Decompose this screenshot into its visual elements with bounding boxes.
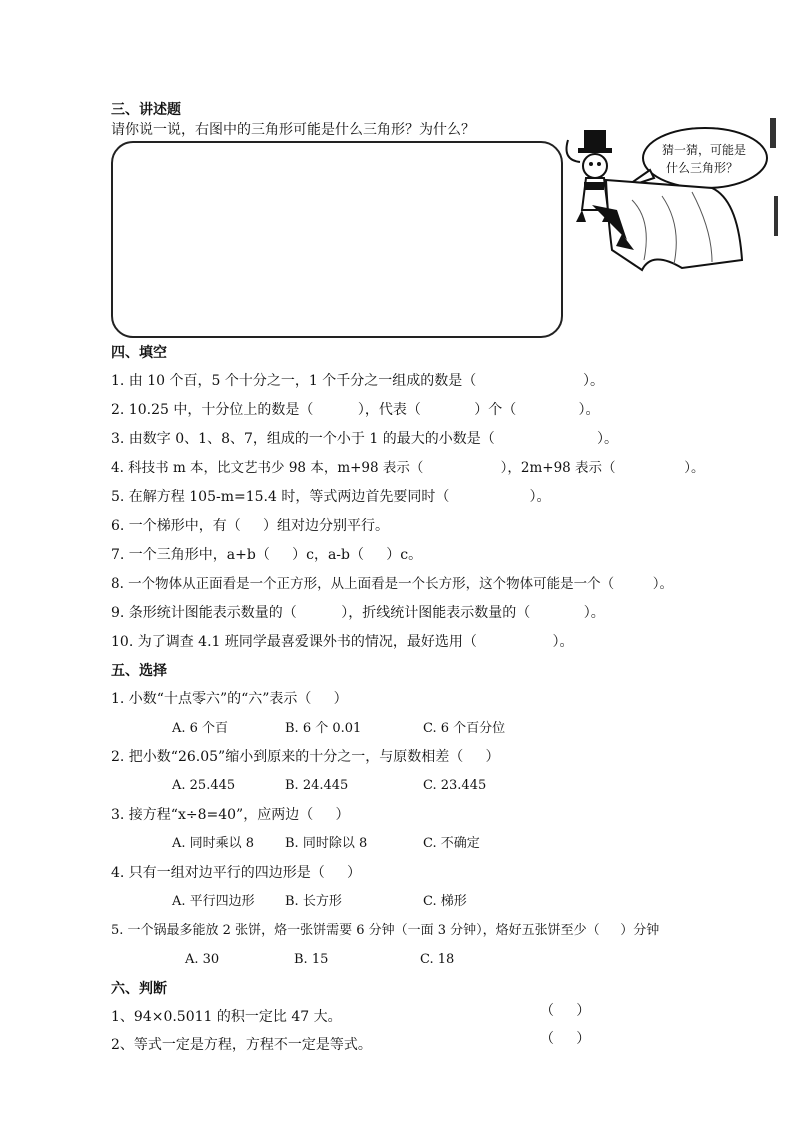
choice-question-4: 4. 只有一组对边平行的四边形是（ ） xyxy=(111,865,362,881)
fill-item-9: 9. 条形统计图能表示数量的（ ），折线统计图能表示数量的（ ）。 xyxy=(111,605,605,621)
choice-2-option-a[interactable]: A. 25.445 xyxy=(172,778,236,793)
judge-item-2: 2、等式一定是方程，方程不一定是等式。 xyxy=(111,1037,372,1053)
scan-mark xyxy=(774,196,778,236)
fill-item-8: 8. 一个物体从正面看是一个正方形，从上面看是一个长方形，这个物体可能是一个（ ）。 xyxy=(111,576,674,592)
choice-4-option-c[interactable]: C. 梯形 xyxy=(423,894,467,909)
fill-item-2: 2. 10.25 中，十分位上的数是（ ），代表（ ）个（ ）。 xyxy=(111,402,600,418)
bubble-line2: 什么三角形？ xyxy=(666,161,739,175)
rabbit-face-icon xyxy=(583,154,607,178)
fill-item-7: 7. 一个三角形中，a+b（ ）c，a-b（ ）c。 xyxy=(111,547,423,563)
choice-3-option-b[interactable]: B. 同时除以 8 xyxy=(285,836,368,851)
section3-prompt: 请你说一说，右图中的三角形可能是什么三角形？为什么？ xyxy=(111,122,475,138)
choice-4-option-a[interactable]: A. 平行四边形 xyxy=(172,894,255,909)
choice-1-option-a[interactable]: A. 6 个百 xyxy=(172,721,229,736)
section5-heading: 五、选择 xyxy=(111,663,167,679)
section4-heading: 四、填空 xyxy=(111,345,167,361)
fill-item-3: 3. 由数字 0、1、8、7，组成的一个小于 1 的最大的小数是（ ）。 xyxy=(111,431,619,447)
speech-bubble xyxy=(643,128,767,188)
choice-1-option-c[interactable]: C. 6 个百分位 xyxy=(423,721,506,736)
bubble-line1: 猜一猜，可能是 xyxy=(662,143,747,157)
fill-item-6: 6. 一个梯形中，有（ ）组对边分别平行。 xyxy=(111,518,390,534)
choice-3-option-a[interactable]: A. 同时乘以 8 xyxy=(172,836,255,851)
cloak-icon xyxy=(606,180,742,270)
judge-item-2-blank[interactable]: （ ） xyxy=(540,1031,591,1047)
fill-item-1: 1. 由 10 个百，5 个十分之一，1 个千分之一组成的数是（ ）。 xyxy=(111,373,605,389)
choice-question-1: 1. 小数“十点零六”的“六”表示（ ） xyxy=(111,691,348,707)
top-hat-icon xyxy=(584,130,606,150)
choice-4-option-b[interactable]: B. 长方形 xyxy=(285,894,342,909)
section6-heading: 六、判断 xyxy=(111,981,167,997)
magician-illustration xyxy=(562,110,782,280)
choice-1-option-b[interactable]: B. 6 个 0.01 xyxy=(285,721,362,736)
choice-3-option-c[interactable]: C. 不确定 xyxy=(423,836,480,851)
choice-2-option-c[interactable]: C. 23.445 xyxy=(423,778,487,793)
fill-item-4: 4. 科技书 m 本，比文艺书少 98 本，m+98 表示（ ），2m+98 表示（ ）。 xyxy=(111,460,705,476)
choice-5-option-a[interactable]: A. 30 xyxy=(185,952,220,967)
section3-heading: 三、讲述题 xyxy=(111,102,181,118)
choice-5-option-b[interactable]: B. 15 xyxy=(294,952,329,967)
answer-box[interactable] xyxy=(111,141,563,338)
choice-5-option-c[interactable]: C. 18 xyxy=(420,952,455,967)
choice-question-3: 3. 接方程“x÷8=40”，应两边（ ） xyxy=(111,807,350,823)
fill-item-5: 5. 在解方程 105-m=15.4 时，等式两边首先要同时（ ）。 xyxy=(111,489,551,505)
judge-item-1: 1、94×0.5011 的积一定比 47 大。 xyxy=(111,1009,342,1025)
judge-item-1-blank[interactable]: （ ） xyxy=(540,1003,591,1019)
choice-question-2: 2. 把小数“26.05”缩小到原来的十分之一，与原数相差（ ） xyxy=(111,749,500,765)
choice-question-5: 5. 一个锅最多能放 2 张饼，烙一张饼需要 6 分钟（一面 3 分钟），烙好五张饼至少（ ）分钟 xyxy=(111,923,660,938)
fill-item-10: 10. 为了调查 4.1 班同学最喜爱课外书的情况，最好选用（ ）。 xyxy=(111,634,574,650)
choice-2-option-b[interactable]: B. 24.445 xyxy=(285,778,349,793)
scan-mark xyxy=(770,118,776,148)
